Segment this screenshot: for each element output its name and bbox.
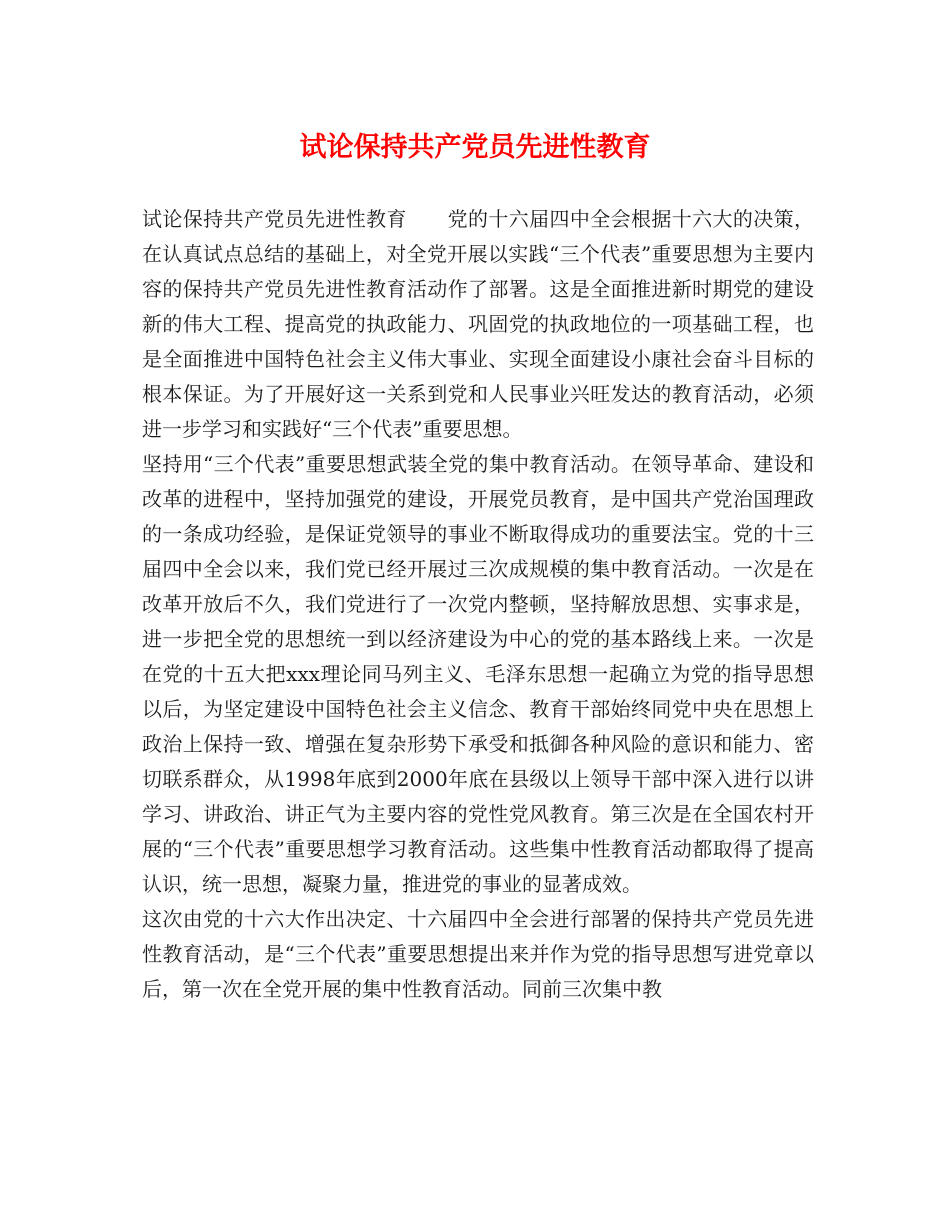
- paragraph-3: 这次由党的十六大作出决定、十六届四中全会进行部署的保持共产党员先进性教育活动，是“三个代表”重要思想提出来并作为党的指导思想写进党章以后，第一次在全党开展的集中性教育活动。同前三次集中教: [142, 907, 814, 1001]
- document-body: [142, 202, 814, 1007]
- document-title: 试论保持共产党员先进性教育: [299, 132, 651, 163]
- paragraph-2: 坚持用“三个代表”重要思想武装全党的集中教育活动。在领导革命、建设和改革的进程中，坚持加强党的建设，开展党员教育，是中国共产党治国理政的一条成功经验，是保证党领导的事业不断取得成功的重要法宝。党的十三届四中全会以来，我们党已经开展过三次成规模的集中教育活动。一次是在改革开放后不久，我们党进行了一次党内整顿，坚持解放思想、实事求是，进一步把全党的思想统一到以经济建设为中心的党的基本路线上来。一次是在党的十五大把xxx理论同马列主义、毛泽东思想一起确立为党的指导思想以后，为坚定建设中国特色社会主义信念、教育干部始终同党中央在思想上政治上保持一致、增强在复杂形势下承受和抵御各种风险的意识和能力、密切联系群众，从1998年底到2000年底在县级以上领导干部中深入进行以讲学习、讲政治、讲正气为主要内容的党性党风教育。第三次是在全国农村开展的“三个代表”重要思想学习教育活动。这些集中性教育活动都取得了提高认识，统一思想，凝聚力量，推进党的事业的显著成效。: [142, 452, 814, 896]
- paragraph-1: 试论保持共产党员先进性教育 党的十六届四中全会根据十六大的决策，在认真试点总结的基础上，对全党开展以实践“三个代表”重要思想为主要内容的保持共产党员先进性教育活动作了部署。这是全面推进新时期党的建设新的伟大工程、提高党的执政能力、巩固党的执政地位的一项基础工程，也是全面推进中国特色社会主义伟大事业、实现全面建设小康社会奋斗目标的根本保证。为了开展好这一关系到党和人民事业兴旺发达的教育活动，必须进一步学习和实践好“三个代表”重要思想。: [142, 207, 814, 441]
